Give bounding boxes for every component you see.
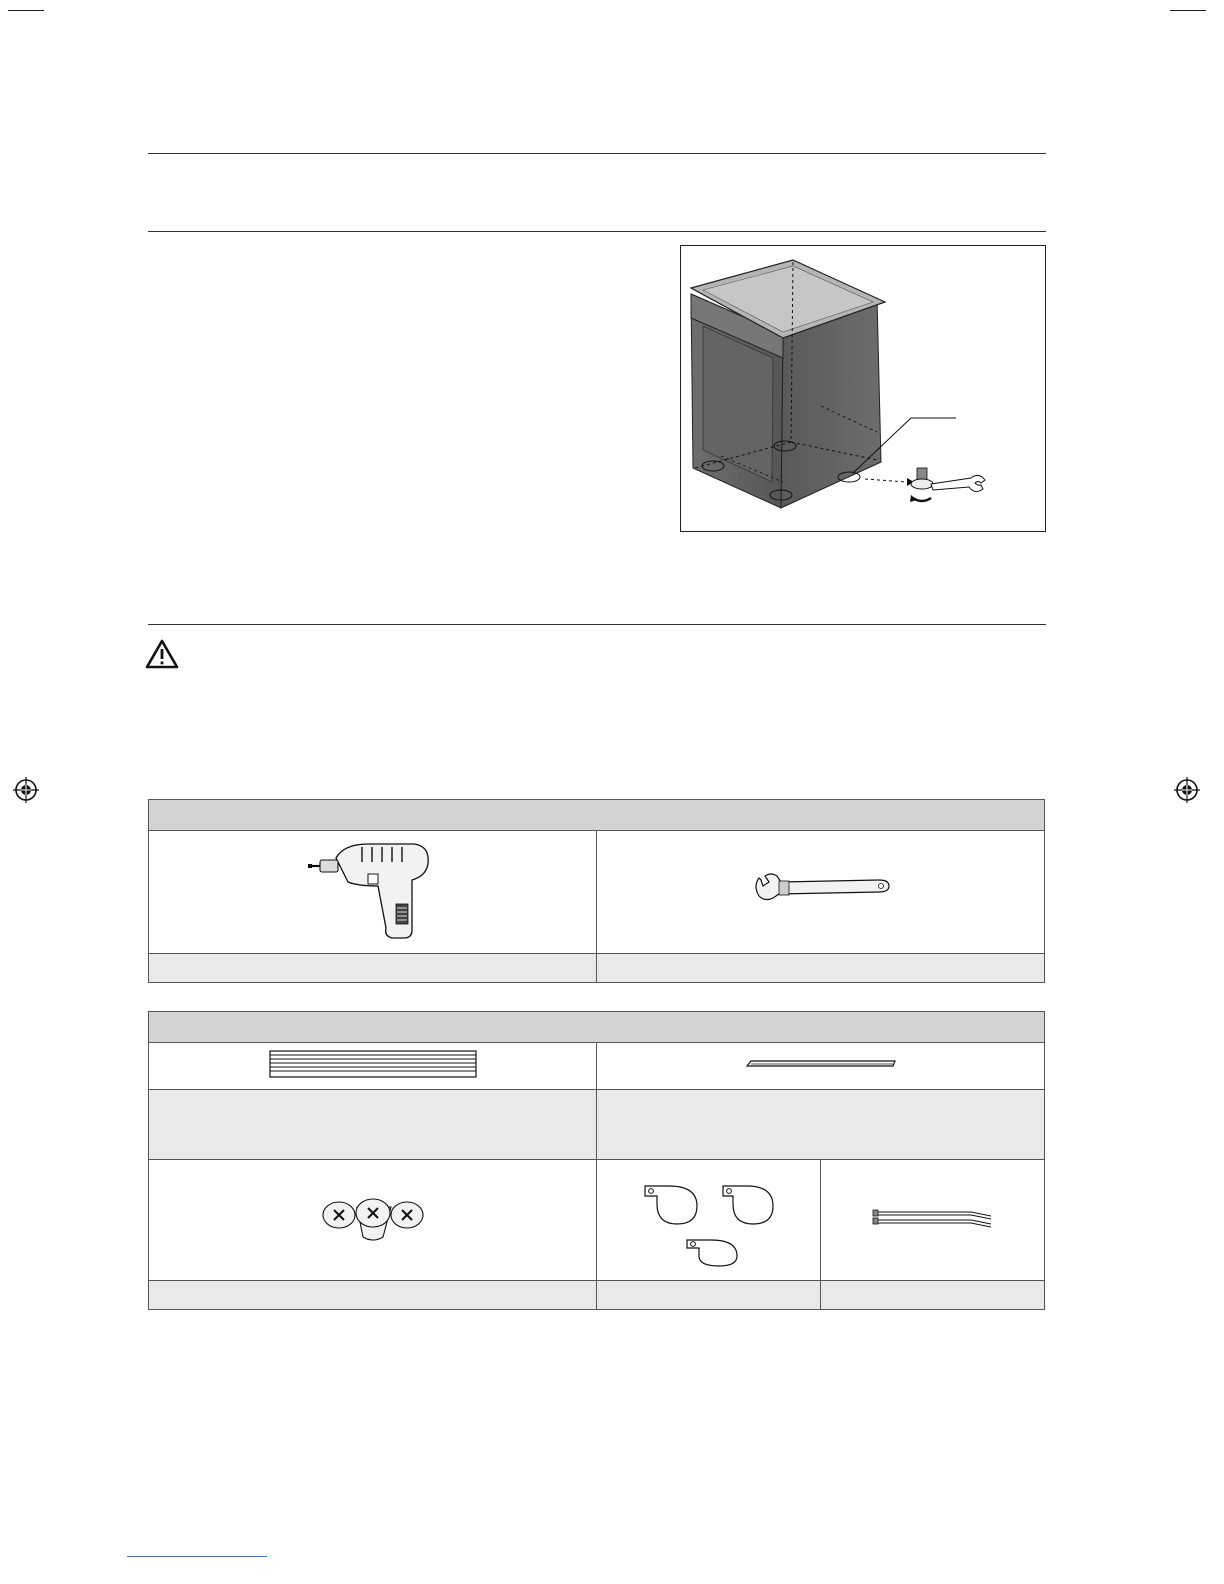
cable-ties-caption bbox=[821, 1281, 1045, 1310]
electric-screwdriver-icon bbox=[308, 838, 438, 942]
wrench-icon bbox=[931, 475, 985, 491]
screwdriver-caption bbox=[149, 954, 597, 983]
leveling-foot-icon bbox=[910, 468, 933, 502]
hose-clamps-icon bbox=[639, 1168, 779, 1268]
sub-rule bbox=[148, 231, 1046, 232]
adjustable-wrench-icon bbox=[751, 870, 891, 910]
screwdriver-cell bbox=[149, 831, 597, 954]
steam-strip-caption bbox=[597, 1090, 1045, 1160]
crop-mark-top-right bbox=[1170, 10, 1206, 11]
caution-rule bbox=[148, 624, 1046, 625]
top-rule bbox=[148, 153, 1046, 154]
insulation-strip-caption bbox=[149, 1090, 597, 1160]
cable-ties-icon bbox=[871, 1206, 995, 1230]
steam-strip-icon bbox=[745, 1058, 897, 1070]
registration-mark-right bbox=[1174, 777, 1200, 803]
parts-table-header bbox=[149, 1012, 1045, 1043]
crop-mark-top-left bbox=[8, 10, 44, 11]
parts-table bbox=[148, 1011, 1045, 1310]
registration-mark-left bbox=[13, 777, 39, 803]
cable-ties-cell bbox=[821, 1160, 1045, 1281]
screws-caption bbox=[149, 1281, 597, 1310]
wrench-cell bbox=[597, 831, 1045, 954]
insulation-strip-cell bbox=[149, 1043, 597, 1090]
hose-clamps-caption bbox=[597, 1281, 821, 1310]
hose-clamps-cell bbox=[597, 1160, 821, 1281]
steam-strip-cell bbox=[597, 1043, 1045, 1090]
screws-icon bbox=[321, 1193, 425, 1243]
warning-triangle-icon bbox=[145, 639, 179, 669]
leveling-figure bbox=[680, 245, 1046, 532]
wrench-caption bbox=[597, 954, 1045, 983]
screws-cell bbox=[149, 1160, 597, 1281]
insulation-strip-icon bbox=[268, 1049, 478, 1079]
footer-bar bbox=[127, 1556, 267, 1557]
tools-table bbox=[148, 799, 1045, 983]
tools-table-header bbox=[149, 800, 1045, 831]
dishwasher-icon bbox=[681, 246, 1046, 532]
